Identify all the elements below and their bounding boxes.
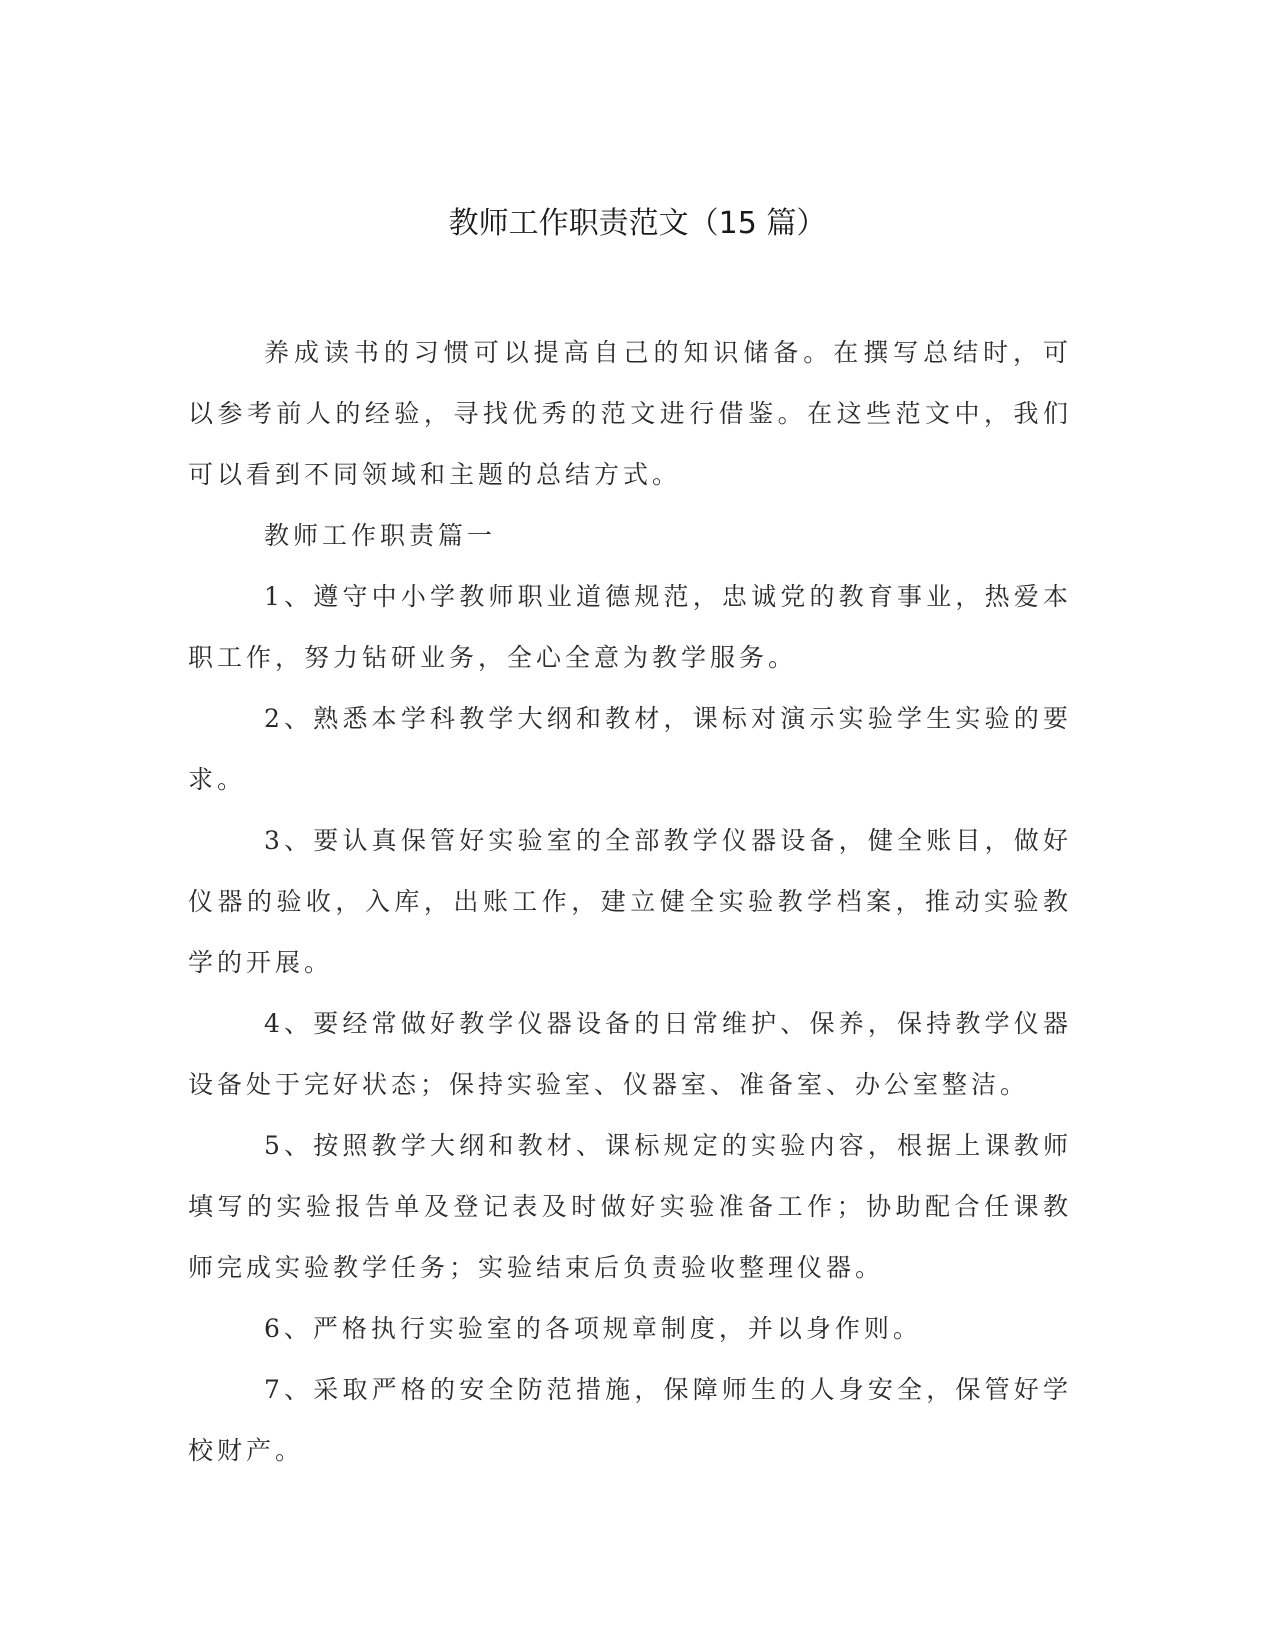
document-title: 教师工作职责范文（15 篇） [448, 206, 827, 241]
duty-item-1: 1、遵守中小学教师职业道德规范，忠诚党的教育事业，热爱本职工作，努力钻研业务，全心全意为教学服务。 [188, 582, 1072, 672]
section-heading: 教师工作职责篇一 [264, 521, 497, 550]
duty-item-2: 2、熟悉本学科教学大纲和教材，课标对演示实验学生实验的要求。 [188, 704, 1072, 794]
document-body [188, 322, 1072, 1481]
duty-item-6: 6、严格执行实验室的各项规章制度，并以身作则。 [264, 1314, 922, 1343]
duty-item-3: 3、要认真保管好实验室的全部教学仪器设备，健全账目，做好仪器的验收，入库，出账工作，建立健全实验教学档案，推动实验教学的开展。 [188, 826, 1072, 977]
duty-item-5: 5、按照教学大纲和教材、课标规定的实验内容，根据上课教师填写的实验报告单及登记表及时做好实验准备工作；协助配合任课教师完成实验教学任务；实验结束后负责验收整理仪器。 [188, 1131, 1072, 1282]
duty-item-7: 7、采取严格的安全防范措施，保障师生的人身安全，保管好学校财产。 [188, 1375, 1072, 1465]
intro-paragraph: 养成读书的习惯可以提高自己的知识储备。在撰写总结时，可以参考前人的经验，寻找优秀的范文进行借鉴。在这些范文中，我们可以看到不同领域和主题的总结方式。 [188, 338, 1072, 489]
duty-item-4: 4、要经常做好教学仪器设备的日常维护、保养，保持教学仪器设备处于完好状态；保持实验室、仪器室、准备室、办公室整洁。 [188, 1009, 1072, 1099]
